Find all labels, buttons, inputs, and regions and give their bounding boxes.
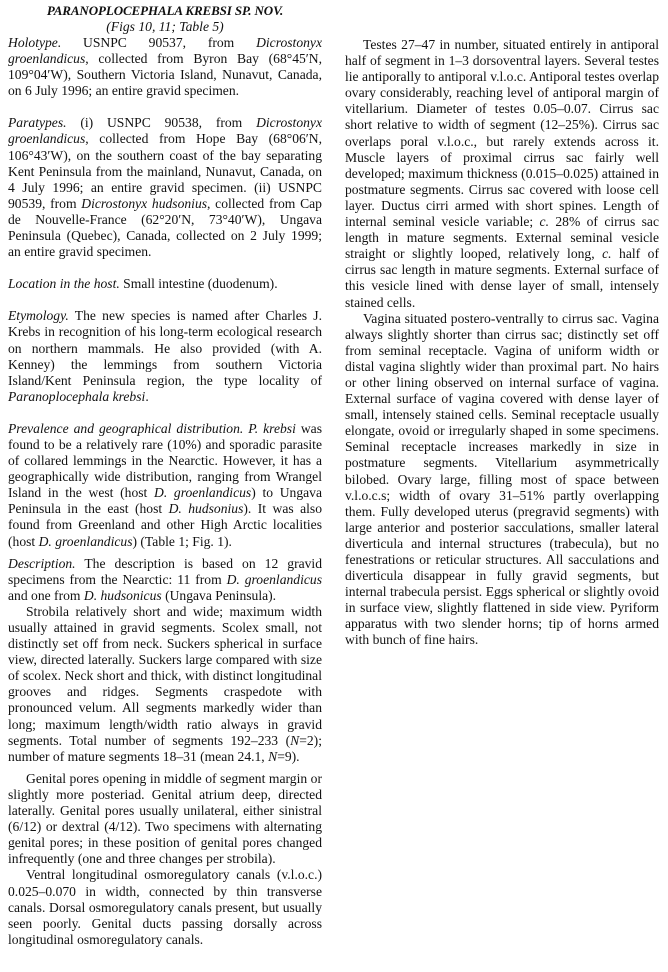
host-name: Dicrostonyx groenlandicus: [8, 35, 322, 67]
etymology-paragraph: Etymology. The new species is named after Charles J. Krebs in recognition of his long-term ecological research on northern mammals. He also provided (with A. Kenney) the lemmings from southern Victoria Island/Kent Peninsula region, the type locality of Paranoplocephala krebsi.: [8, 308, 322, 404]
right-column: [345, 37, 659, 649]
host-name: Dicrostonyx hudsonius: [81, 195, 208, 211]
location-paragraph: Location in the host. Small intestine (duodenum).: [8, 276, 278, 292]
vagina-paragraph: Vagina situated postero-ventrally to cirrus sac. Vagina always slightly shorter than cirrus sac; distinctly set off from seminal receptacle. Vagina of uniform width or distal vagina slightly wider than proximal part. No hairs or other lining observed on internal surface of vagina. External surface of vagina covered with dense layer of small, intensely stained cells. Seminal receptacle usually elongate, ovoid or irregularly shaped in some specimens. Seminal receptacle increases markedly in size in postmature segments. Vitellarium asymmetrically bilobed. Ovary large, filling most of space between v.l.o.c.s; width of ovary 31–51% partly overlapping them. Fully developed uterus (pregravid segments) with large anterior and posterior sacculations, smaller lateral diverticula and internal structures (trabecula), but no fenestrations or reticular structures. All sacculations and diverticula disappear in fully gravid segments, but internal trabecula persist. Eggs spherical or slightly ovoid in surface view, slightly flattened in side view. Pyriform apparatus with two slender horns; tip of horns armed with bunch of fine hairs.: [345, 310, 659, 648]
prevalence-paragraph: Prevalence and geographical distribution. P. krebsi was found to be a relatively rare (10%) and sporadic parasite of collared lemmings in the Nearctic. However, it has a geographically wide distribution, ranging from Wrangel Island in the west (host D. groenlandicus) to Ungava Peninsula in the east (host D. hudsonius). It was also found from Greenland and other High Arctic localities (host D. groenlandicus) (Table 1; Fig. 1).: [8, 420, 323, 549]
host-name: D. hudsonius: [168, 501, 244, 517]
testes-paragraph: Testes 27–47 in number, situated entirely in antiporal half of segment in 1–3 dorsoventral layers. Several testes lie antiporally to antiporal v.l.o.c. Antiporal testes overlap ovary considerably, reaching level of antiporal margin of vitellarium. Diameter of testes 0.05–0.07. Cirrus sac short relative to width of segment (12–25%). Cirrus sac overlaps poral v.l.o.c., but rarely extends across it. Muscle layers of proximal cirrus sac fairly well developed; maximum thickness (0.015–0.025) attained in postmature segments. Cirrus sac covered with loose cell layer. Ductus cirri armed with short spines. Length of internal seminal vesicle variable; c. 28% of cirrus sac length in mature segments. External seminal vesicle straight or slightly looped, relatively long, c. half of cirrus sac length in mature segments. External surface of this vesicle lined with dense layer of small, intensely stained cells.: [345, 37, 659, 310]
figure-reference: (Figs 10, 11; Table 5): [106, 19, 224, 34]
left-column: [8, 0, 322, 948]
holotype-label: Holotype.: [8, 35, 62, 50]
host-name: D. groenlandicus: [226, 571, 322, 587]
etymology-label: Etymology.: [8, 308, 69, 324]
osmoregulatory-canals-paragraph: Ventral longitudinal osmoregulatory canals (v.l.o.c.) 0.025–0.070 in width, connected by thin transverse canals. Dorsal osmoregulatory canals present, but usually seen poorly. Genital ducts passing dorsally across longitudinal osmoregulatory canals.: [8, 867, 322, 947]
description-label: Description.: [8, 555, 76, 571]
paratypes-label: Paratypes.: [8, 115, 67, 131]
host-name: D. groenlandicus: [38, 533, 133, 549]
species-name: P. krebsi: [243, 420, 296, 436]
host-name: Dicrostonyx groenlandicus: [8, 115, 322, 147]
host-name: D. hudsonicus: [83, 587, 162, 603]
host-name: D. groenlandicus: [154, 485, 252, 501]
holotype-paragraph: Holotype. USNPC 90537, from Dicrostonyx groenlandicus, collected from Byron Bay (68°45′N, 109°04′W), Southern Victoria Island, Nunavut, Canada, on 6 July 1996; an entire gravid specimen.: [8, 35, 322, 99]
strobila-paragraph: Strobila relatively short and wide; maximum width usually attained in gravid segments. Scolex small, not distinctly set off from neck. Suckers spherical in surface view, directed laterally. Suckers large compared with size of scolex. Neck short and thick, with distinct longitudinal grooves and ridges. Segments craspedote with pronounced velum. All segments markedly wider than long; maximum length/width ratio always in gravid segments. Total number of segments 192–233 (N=2); number of mature segments 18–31 (mean 24.1, N=9).: [8, 603, 322, 764]
prevalence-label: Prevalence and geographical distribution.: [8, 420, 244, 436]
species-title: PARANOPLOCEPHALA KREBSI SP. NOV.: [46, 3, 284, 18]
paratypes-paragraph: Paratypes. (i) USNPC 90538, from Dicrostonyx groenlandicus, collected from Hope Bay (68°06′N, 106°43′W), on the southern coast of the bay separating Kent Peninsula from the mainland, Nunavut, Canada, on 4 July 1996; an entire gravid specimen. (ii) USNPC 90539, from Dicrostonyx hudsonius, collected from Cap de Nouvelle-France (62°20′N, 73°40′W), Ungava Peninsula (Quebec), Canada, collected on 2 July 1999; an entire gravid specimen.: [8, 115, 322, 260]
species-name: Paranoplocephala krebsi: [8, 388, 146, 404]
genital-pores-paragraph: Genital pores opening in middle of segment margin or slightly more posteriad. Genital atrium deep, directed laterally. Genital pores usually unilateral, either sinistral (6/12) or dextral (4/12). Two specimens with alternating genital pores; in these position of genital pores changed infrequently (one and three changes per strobila).: [8, 770, 322, 867]
location-label: Location in the host.: [8, 276, 120, 292]
description-paragraph: Description. The description is based on 12 gravid specimens from the Nearctic: 11 from D. groenlandicus and one from D. hudsonicus (Ungava Peninsula).: [8, 555, 322, 603]
